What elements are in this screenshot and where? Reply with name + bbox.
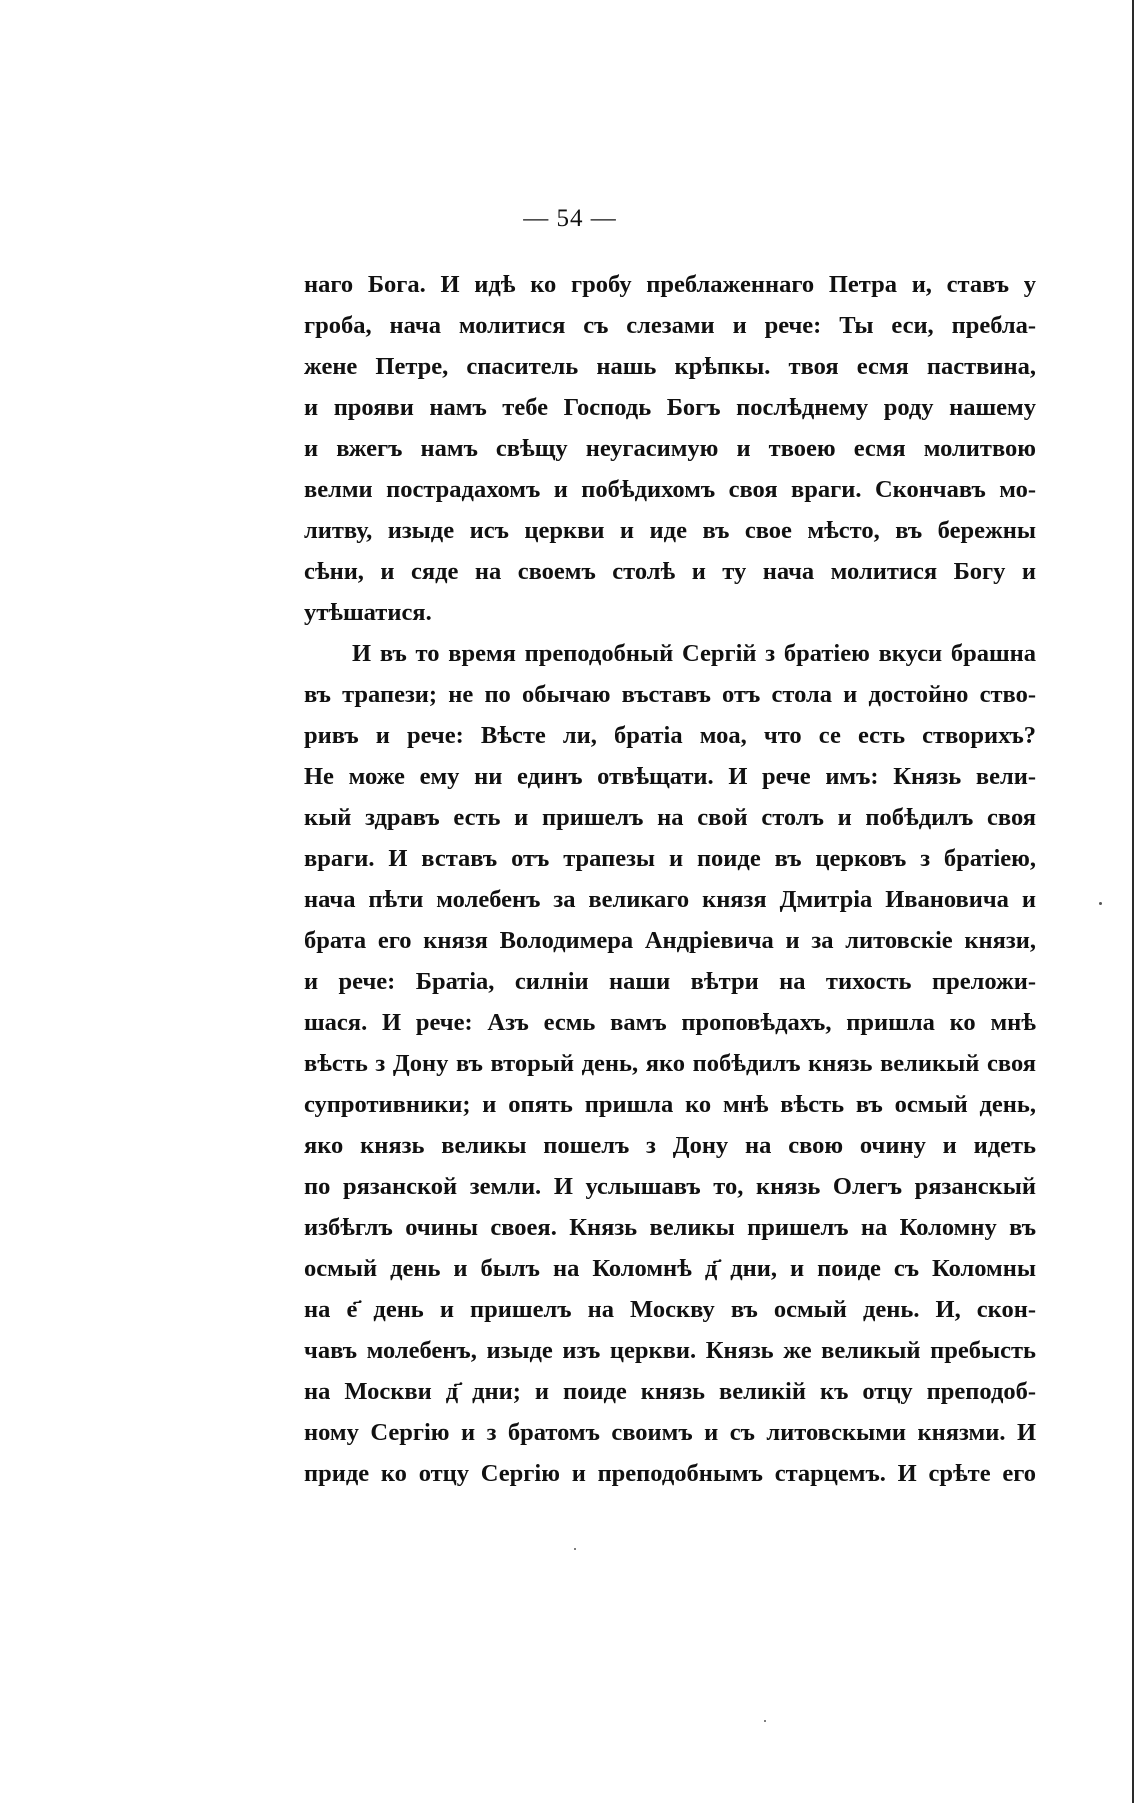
text-line: приде ко отцу Сергію и преподобнымъ старцемъ. И срѣте его bbox=[304, 1460, 1036, 1487]
text-line: кый здравъ есть и пришелъ на свой столъ и побѣдилъ своя bbox=[304, 804, 1036, 831]
text-line: по рязанской земли. И услышавъ то, князь Олегъ рязанскый bbox=[304, 1173, 1036, 1200]
text-line: брата его князя Володимера Андріевича и за литовскіе князи, bbox=[304, 927, 1036, 954]
text-line: наго Бога. И идѣ ко гробу преблаженнаго Петра и, ставъ у bbox=[304, 271, 1036, 298]
text-line: вѣсть з Дону въ вторый день, яко побѣдилъ князь великый своя bbox=[304, 1050, 1036, 1077]
body-text bbox=[304, 264, 1036, 1494]
text-line: и вжегъ намъ свѣщу неугасимую и твоею есмя молитвою bbox=[304, 435, 1036, 462]
text-line: утѣшатися. bbox=[304, 599, 432, 626]
text-line: сѣни, и сяде на своемъ столѣ и ту нача молитися Богу и bbox=[304, 558, 1036, 585]
text-line: яко князь великы пошелъ з Дону на свою очину и идеть bbox=[304, 1132, 1036, 1159]
text-line: на е҃ день и пришелъ на Москву въ осмый день. И, скон- bbox=[304, 1296, 1036, 1323]
text-line: на Москви д҃ дни; и поиде князь великій къ отцу преподоб- bbox=[304, 1378, 1036, 1405]
page-number: — 54 — bbox=[523, 205, 617, 232]
text-line: и рече: Братіа, силніи наши вѣтри на тихость преложи- bbox=[304, 968, 1036, 995]
page-edge-shadow bbox=[1132, 0, 1134, 1803]
scan-speck bbox=[1099, 902, 1102, 905]
text-line: и прояви намъ тебе Господь Богъ послѣднему роду нашему bbox=[304, 394, 1036, 421]
text-line: ривъ и рече: Вѣсте ли, братіа моа, что се есть створихъ? bbox=[304, 722, 1036, 749]
text-line: ному Сергію и з братомъ своимъ и съ литовскыми князми. И bbox=[304, 1419, 1036, 1446]
text-line: супротивники; и опять пришла ко мнѣ вѣсть въ осмый день, bbox=[304, 1091, 1036, 1118]
text-line: гроба, нача молитися съ слезами и рече: Ты еси, пребла- bbox=[304, 312, 1036, 339]
text-line: въ трапези; не по обычаю въставъ отъ стола и достойно ство- bbox=[304, 681, 1036, 708]
text-line: избѣглъ очины своея. Князь великы пришелъ на Коломну въ bbox=[304, 1214, 1036, 1241]
scan-speck bbox=[764, 1720, 766, 1722]
paragraph-start-line: И въ то время преподобный Сергій з братіею вкуси брашна bbox=[352, 640, 1036, 667]
scan-speck bbox=[574, 1548, 576, 1550]
text-line: Не може ему ни единъ отвѣщати. И рече имъ: Князь вели- bbox=[304, 763, 1036, 790]
text-line: литву, изыде исъ церкви и иде въ свое мѣсто, въ бережны bbox=[304, 517, 1036, 544]
text-line: шася. И рече: Азъ есмь вамъ проповѣдахъ, пришла ко мнѣ bbox=[304, 1009, 1036, 1036]
text-line: осмый день и былъ на Коломнѣ д҃ дни, и поиде съ Коломны bbox=[304, 1255, 1036, 1282]
text-line: чавъ молебенъ, изыде изъ церкви. Князь же великый пребысть bbox=[304, 1337, 1036, 1364]
text-line: велми пострадахомъ и побѣдихомъ своя враги. Скончавъ мо- bbox=[304, 476, 1036, 503]
text-line: враги. И вставъ отъ трапезы и поиде въ церковъ з братіею, bbox=[304, 845, 1036, 872]
text-line: нача пѣти молебенъ за великаго князя Дмитріа Ивановича и bbox=[304, 886, 1036, 913]
text-line: жене Петре, спаситель нашь крѣпкы. твоя есмя паствина, bbox=[304, 353, 1036, 380]
